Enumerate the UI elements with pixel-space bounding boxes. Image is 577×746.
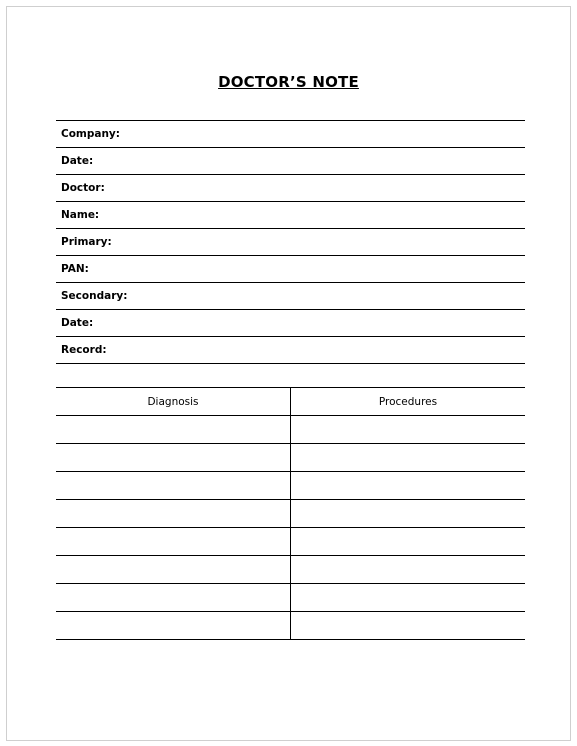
table-row bbox=[56, 416, 525, 444]
table-row bbox=[56, 556, 525, 584]
field-row-primary[interactable] bbox=[56, 229, 525, 256]
diagnosis-procedures-table bbox=[56, 387, 525, 640]
table-row bbox=[56, 472, 525, 500]
procedures-cell[interactable] bbox=[291, 556, 525, 583]
field-row-pan[interactable] bbox=[56, 256, 525, 283]
table-row bbox=[56, 500, 525, 528]
diagnosis-cell[interactable] bbox=[56, 500, 291, 527]
field-row-record[interactable] bbox=[56, 337, 525, 364]
procedures-cell[interactable] bbox=[291, 416, 525, 443]
table-row bbox=[56, 444, 525, 472]
diagnosis-cell[interactable] bbox=[56, 584, 291, 611]
diagnosis-cell[interactable] bbox=[56, 556, 291, 583]
field-label: Date: bbox=[61, 155, 94, 167]
procedures-cell[interactable] bbox=[291, 612, 525, 639]
diagnosis-cell[interactable] bbox=[56, 472, 291, 499]
table-row bbox=[56, 612, 525, 640]
procedures-cell[interactable] bbox=[291, 444, 525, 471]
patient-fields bbox=[56, 120, 525, 364]
field-label: Company: bbox=[61, 128, 120, 140]
field-label: Secondary: bbox=[61, 290, 128, 302]
header-procedures: Procedures bbox=[378, 395, 438, 408]
field-label: Record: bbox=[61, 344, 107, 356]
procedures-cell[interactable] bbox=[291, 500, 525, 527]
field-row-company[interactable] bbox=[56, 121, 525, 148]
field-row-date-2[interactable] bbox=[56, 310, 525, 337]
table-body bbox=[56, 416, 525, 640]
field-row-doctor[interactable] bbox=[56, 175, 525, 202]
procedures-cell[interactable] bbox=[291, 472, 525, 499]
diagnosis-cell[interactable] bbox=[56, 416, 291, 443]
procedures-cell[interactable] bbox=[291, 584, 525, 611]
table-header-row bbox=[56, 388, 525, 416]
diagnosis-cell[interactable] bbox=[56, 612, 291, 639]
field-label: Date: bbox=[61, 317, 94, 329]
document-title: DOCTOR’S NOTE bbox=[218, 73, 359, 91]
procedures-cell[interactable] bbox=[291, 528, 525, 555]
header-diagnosis: Diagnosis bbox=[56, 388, 291, 415]
table-row bbox=[56, 528, 525, 556]
field-label: Primary: bbox=[61, 236, 112, 248]
diagnosis-cell[interactable] bbox=[56, 528, 291, 555]
field-row-date[interactable] bbox=[56, 148, 525, 175]
field-row-name[interactable] bbox=[56, 202, 525, 229]
table-row bbox=[56, 584, 525, 612]
diagnosis-cell[interactable] bbox=[56, 444, 291, 471]
field-label: Name: bbox=[61, 209, 100, 221]
field-label: Doctor: bbox=[61, 182, 105, 194]
field-row-secondary[interactable] bbox=[56, 283, 525, 310]
field-label: PAN: bbox=[61, 263, 89, 275]
